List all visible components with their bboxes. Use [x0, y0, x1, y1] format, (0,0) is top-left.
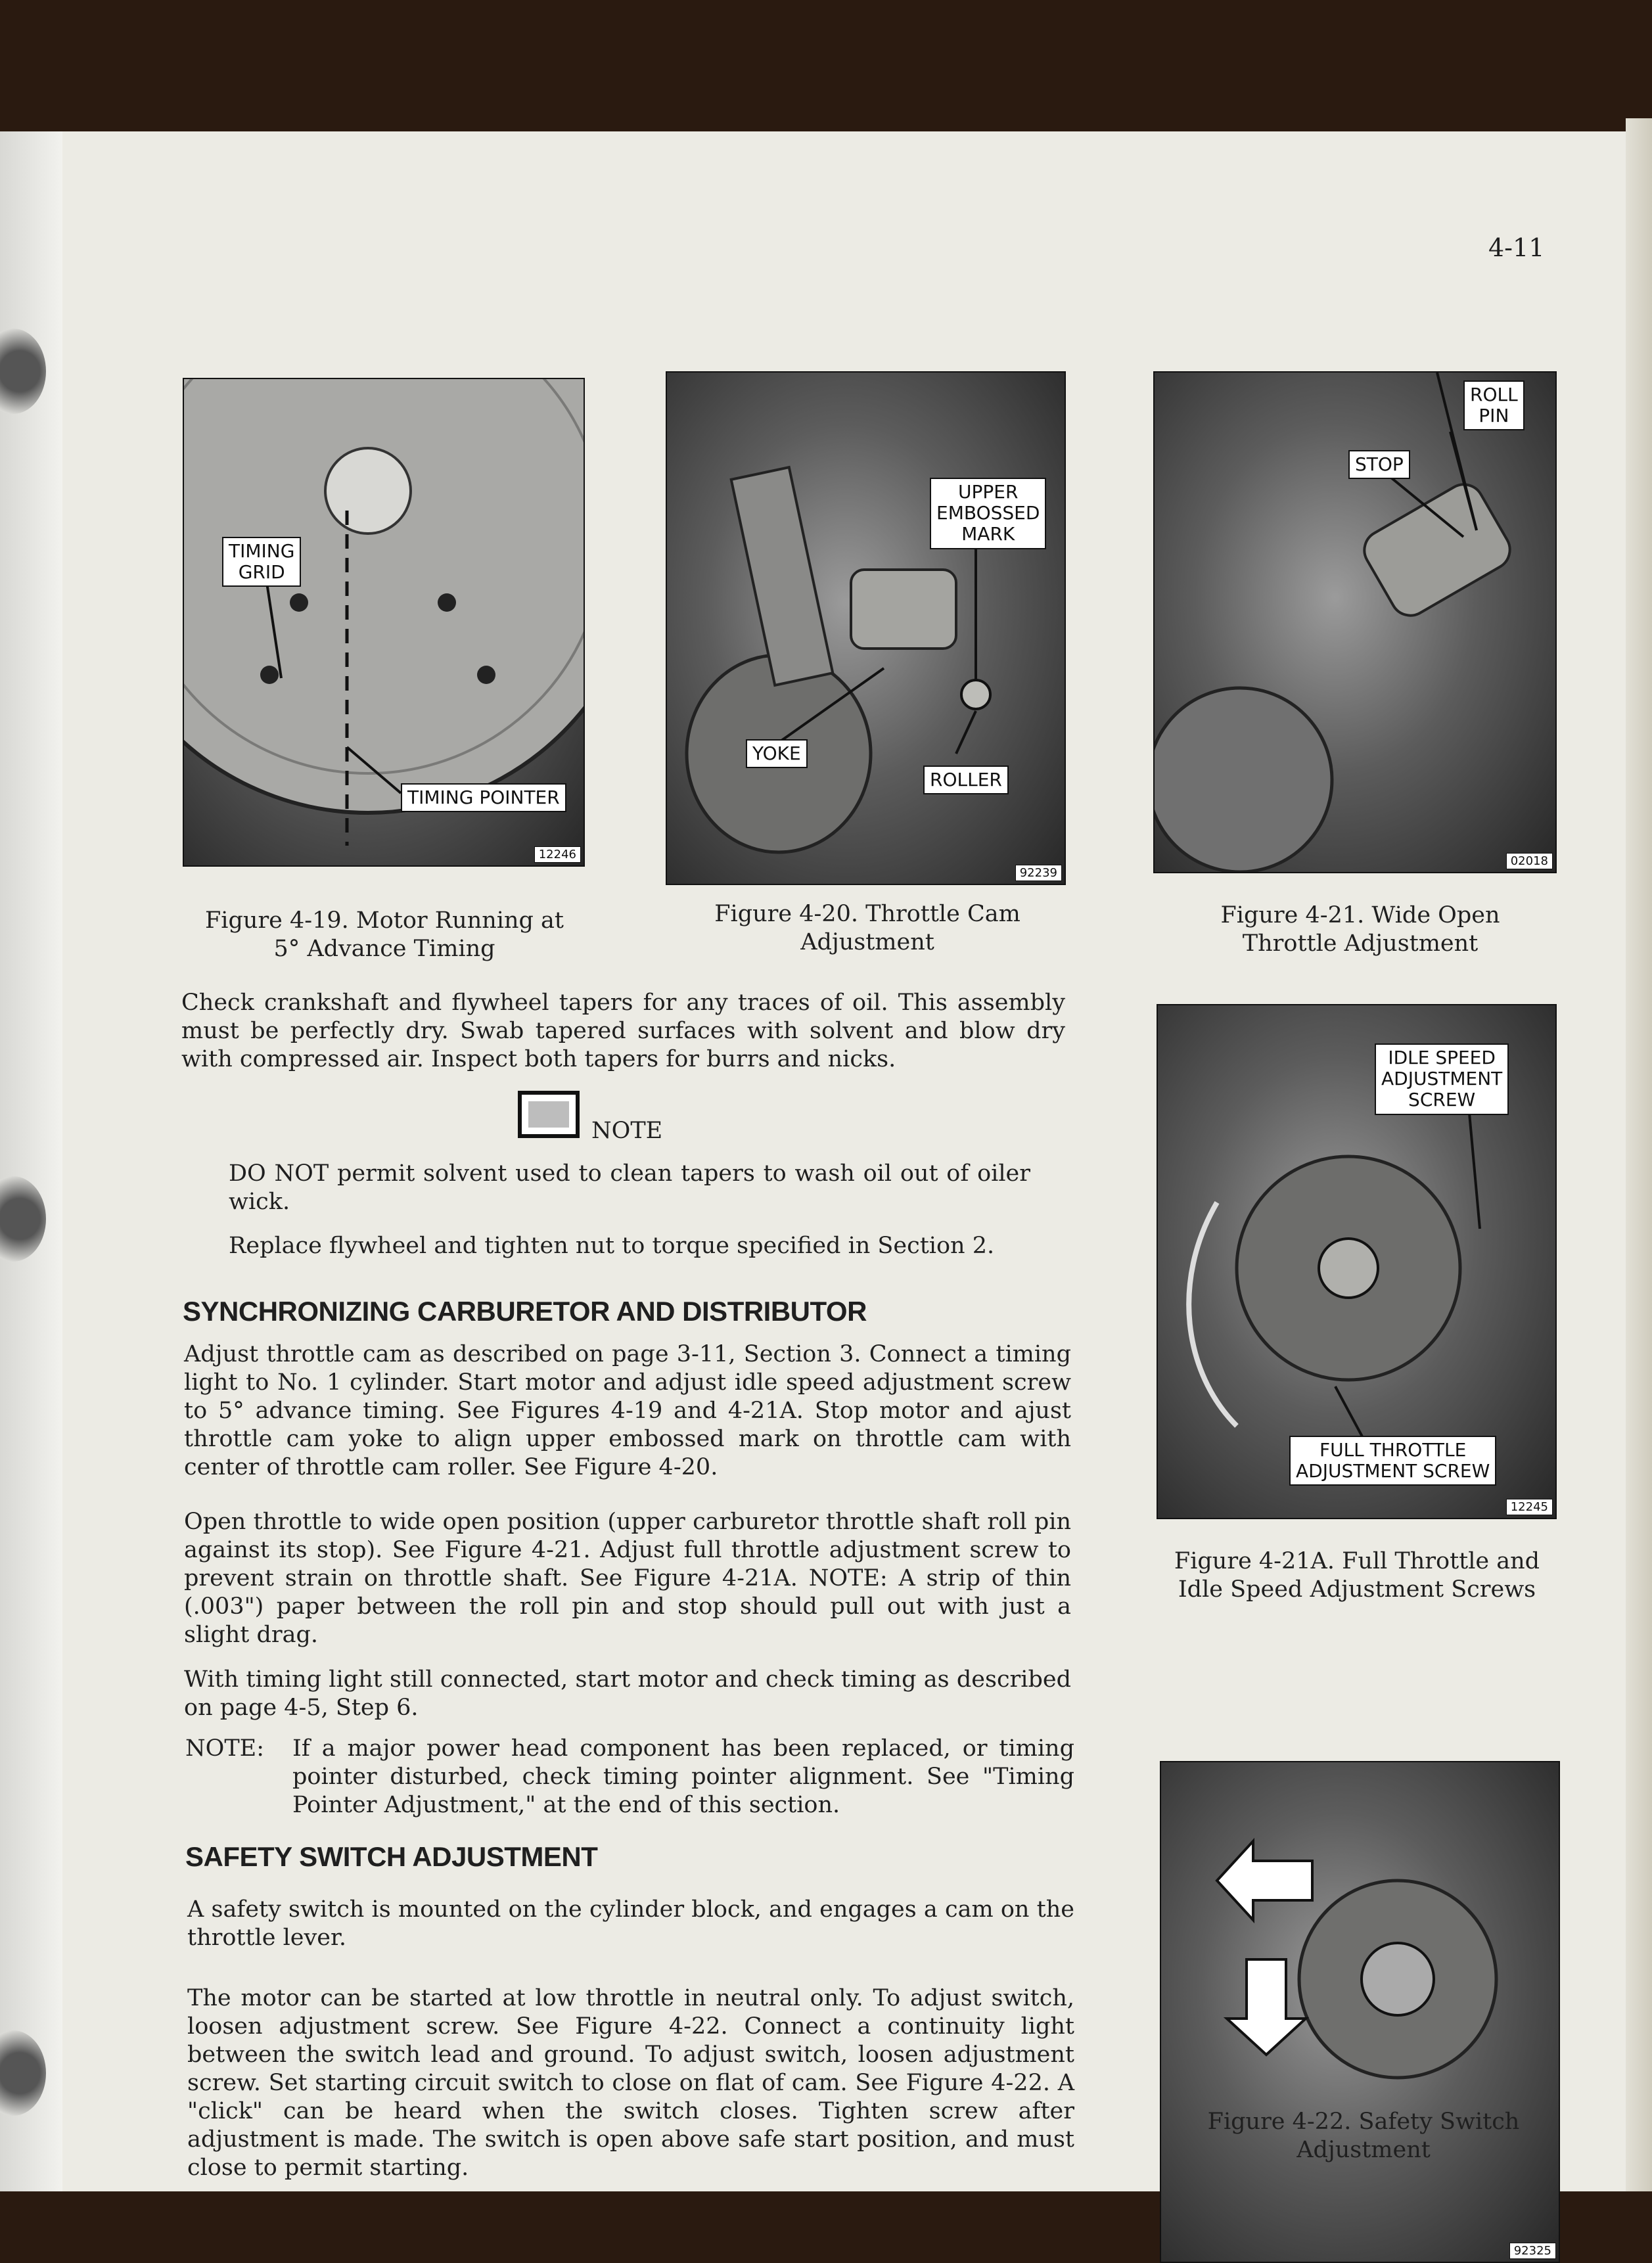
label-roll-pin: ROLL PIN — [1463, 380, 1525, 430]
photo-flywheel — [183, 378, 585, 867]
wide-open-throttle-illustration — [1155, 373, 1555, 872]
figure-caption: Figure 4-22. Safety Switch Adjustment — [1207, 2109, 1520, 2163]
note-label: NOTE — [591, 1118, 663, 1144]
note-text: DO NOT permit solvent used to clean tapers to wash oil out of oiler wick. — [229, 1160, 1030, 1216]
intro-paragraph: Check crankshaft and flywheel tapers for any traces of oil. This assembly must be perfectly dry. Swab tapered surfaces with solvent and blow dry with compressed air. Inspect both tapers for burrs and nicks. — [181, 990, 1065, 1073]
label-idle-speed-adjustment-screw: IDLE SPEED ADJUSTMENT SCREW — [1375, 1043, 1509, 1115]
label-timing-pointer: TIMING POINTER — [401, 783, 566, 812]
section-heading: SAFETY SWITCH ADJUSTMENT — [185, 1841, 598, 1872]
binding-margin — [0, 131, 62, 2191]
safety-switch-illustration — [1161, 1762, 1559, 2262]
photo-wide-open-throttle — [1153, 371, 1557, 873]
section-note-text: If a major power head component has been replaced, or timing pointer disturbed, check timing pointer alignment. See "Timing Pointer Adjustment," at the end of this section. — [292, 1735, 1074, 1819]
label-roller: ROLLER — [923, 766, 1009, 794]
section-paragraph: A safety switch is mounted on the cylinder block, and engages a cam on the throttle lever. — [187, 1896, 1074, 1952]
section-heading: SYNCHRONIZING CARBURETOR AND DISTRIBUTOR — [183, 1296, 867, 1327]
photo-number: 92239 — [1015, 865, 1062, 881]
label-yoke: YOKE — [746, 739, 808, 768]
throttle-cam-illustration — [667, 373, 1065, 884]
photo-adjustment-screws — [1157, 1004, 1557, 1519]
page-number: 4-11 — [1488, 233, 1545, 262]
section-paragraph: Adjust throttle cam as described on page 3-11, Section 3. Connect a timing light to No. 1 cylinder. Start motor and adjust idle speed adjustment screw to 5° advance timing. See Figures 4-19 and 4-21A. Stop motor and ajust throttle cam yoke to align upper embossed mark on throttle cam with center of throttle cam roller. See Figure 4-20. — [184, 1341, 1071, 1481]
photo-number: 12246 — [534, 846, 581, 863]
note-icon — [518, 1091, 580, 1138]
figure-caption: Figure 4-20. Throttle Cam Adjustment — [714, 901, 1021, 955]
figure-caption: Figure 4-19. Motor Running at 5° Advance Timing — [205, 907, 564, 962]
photo-number: 92325 — [1509, 2243, 1556, 2259]
photo-number: 12245 — [1506, 1499, 1553, 1515]
label-stop: STOP — [1348, 450, 1410, 479]
figure-caption: Figure 4-21. Wide Open Throttle Adjustment — [1220, 902, 1500, 957]
photo-number: 02018 — [1506, 853, 1553, 869]
label-timing-grid: TIMING GRID — [222, 537, 301, 587]
page-edge — [1626, 118, 1652, 2191]
label-upper-embossed-mark: UPPER EMBOSSED MARK — [930, 478, 1046, 549]
replace-paragraph: Replace flywheel and tighten nut to torque specified in Section 2. — [229, 1233, 995, 1259]
photo-throttle-cam — [666, 371, 1066, 885]
photo-safety-switch — [1160, 1761, 1560, 2263]
label-full-throttle-adjustment-screw: FULL THROTTLE ADJUSTMENT SCREW — [1289, 1436, 1496, 1486]
section-paragraph: The motor can be started at low throttle in neutral only. To adjust switch, loosen adjustment screw. See Figure 4-22. Connect a continuity light between the switch lead and ground. To adjust switch, loosen adjustment screw. Set starting circuit switch to close on flat of cam. See Figure 4-22. A "click" can be heard when the switch closes. Tighten screw after adjustment is made. The switch is open above safe start position, and must close to permit starting. — [187, 1985, 1074, 2182]
figure-caption: Figure 4-21A. Full Throttle and Idle Speed Adjustment Screws — [1174, 1548, 1540, 1603]
section-paragraph: Open throttle to wide open position (upper carburetor throttle shaft roll pin against its stop). See Figure 4-21. Adjust full throttle adjustment screw to prevent strain on throttle shaft. See Figure 4-21A. NOTE: A strip of thin (.003") paper between the roll pin and stop should pull out with just a slight drag. — [184, 1509, 1071, 1649]
section-paragraph: With timing light still connected, start motor and check timing as described on page 4-5, Step 6. — [184, 1666, 1071, 1722]
section-note-label: NOTE: — [185, 1735, 265, 1762]
